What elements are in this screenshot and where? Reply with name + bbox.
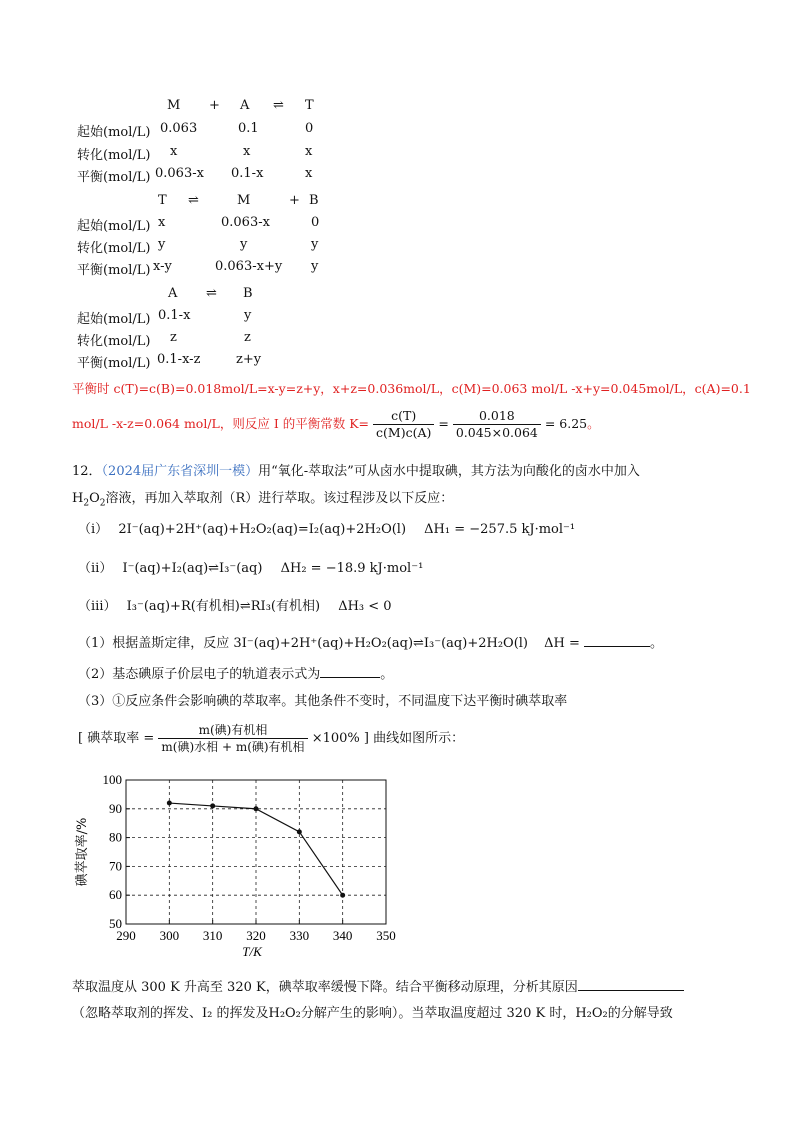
t1-r1-c3: 0 — [305, 121, 314, 136]
answer-end: 。 — [587, 416, 600, 431]
t1-r3-label: 平衡(mol/L) — [77, 170, 151, 185]
after-chart-line-2: （忽略萃取剂的挥发、I₂ 的挥发及H₂O₂分解产生的影响）。当萃取温度超过 320 K 时，H₂O₂的分解导致 — [72, 1006, 673, 1021]
part-2: （2）基态碘原子价层电子的轨道表示式为 。 — [78, 667, 394, 682]
reaction-3: （ⅲ） I₃⁻(aq)+R(有机相)⇌RI₃(有机相) ΔH₃ < 0 — [78, 599, 392, 614]
t1-r2-c3: x — [305, 144, 313, 159]
reaction-1: （ⅰ） 2I⁻(aq)+2H⁺(aq)+H₂O₂(aq)=I₂(aq)+2H₂O(l) ΔH₁ = −257.5 kJ·mol⁻¹ — [78, 522, 576, 537]
reaction-3-equation: I₃⁻(aq)+R(有机相)⇌RI₃(有机相) — [126, 599, 321, 614]
extraction-rate-formula: [ 碘萃取率 = $\frac{\text{m(碘)有机相}}{\text{m(碘)水相 + m(碘)有机相}}$ ×100% ] 曲线如图所示： — [78, 723, 465, 754]
reaction-2: （ⅱ） I⁻(aq)+I₂(aq)⇌I₃⁻(aq) ΔH₂ = −18.9 kJ·mol⁻¹ — [78, 561, 424, 576]
reason-blank[interactable] — [578, 978, 684, 991]
answer-frac-2: $\frac{0.018}{0.045\times 0.064}$ — [453, 408, 541, 441]
t2-r2-c3: y — [311, 237, 319, 252]
data-point — [254, 806, 259, 811]
part-3: （3）①反应条件会影响碘的萃取率。其他条件不变时，不同温度下达平衡时碘萃取率 — [78, 694, 568, 709]
after-chart-line-1: 萃取温度从 300 K 升高至 320 K，碘萃取率缓慢下降。结合平衡移动原理，分析其原因 — [72, 976, 684, 995]
t1-h-plus: + — [209, 98, 220, 113]
t2-r1-c1: x — [158, 215, 166, 230]
t3-h-A: A — [168, 286, 178, 301]
extraction-rate-chart — [70, 770, 400, 970]
part-1: （1）根据盖斯定律，反应 3I⁻(aq)+2H⁺(aq)+H₂O₂(aq)⇌I₃⁻(aq)+2H₂O(l) ΔH = 。 — [78, 636, 664, 651]
t1-r3-c2: 0.1-x — [231, 166, 264, 181]
t1-h-M: M — [167, 98, 181, 113]
x-tick-label: 350 — [376, 928, 396, 943]
reaction-2-equation: I⁻(aq)+I₂(aq)⇌I₃⁻(aq) — [122, 561, 263, 576]
q12-stem-1: 用“氧化-萃取法”可从卤水中提取碘，其方法为向酸化的卤水中加入 — [258, 464, 640, 479]
t1-r2-c1: x — [170, 144, 178, 159]
t3-r3-c1: 0.1-x-z — [157, 352, 201, 367]
t1-r3-c3: x — [305, 166, 313, 181]
t1-r2-c2: x — [243, 144, 251, 159]
h2o2-formula: $H_2O_2$ — [72, 491, 106, 509]
t3-r1-c2: y — [244, 308, 252, 323]
data-point — [340, 893, 345, 898]
t1-h-eq: ⇌ — [273, 98, 284, 113]
t3-h-B: B — [243, 286, 253, 301]
t2-r2-c2: y — [240, 237, 248, 252]
q12-number: 12． — [72, 464, 102, 479]
t1-h-T: T — [305, 98, 314, 113]
answer-frac-1: $\frac{c(T)}{c(M)c(A)}$ — [373, 408, 434, 441]
part-1-equation: 3I⁻(aq)+2H⁺(aq)+H₂O₂(aq)⇌I₃⁻(aq)+2H₂O(l) — [233, 636, 528, 651]
x-tick-label: 320 — [246, 928, 266, 943]
part-2-blank[interactable] — [320, 665, 380, 678]
x-axis-label: T/K — [242, 944, 262, 959]
answer-eq: = — [438, 416, 449, 431]
t2-h-eq: ⇌ — [188, 193, 199, 208]
t3-r2-c1: z — [170, 330, 177, 345]
y-tick-label: 80 — [109, 829, 122, 845]
t1-r1-label: 起始(mol/L) — [77, 125, 151, 140]
part-1-dh: ΔH = — [544, 636, 580, 651]
x-tick-label: 300 — [159, 928, 180, 943]
t2-r2-c1: y — [158, 237, 166, 252]
reaction-3-dh: ΔH₃ < 0 — [338, 599, 392, 614]
t2-r3-label: 平衡(mol/L) — [77, 263, 151, 278]
t1-h-A: A — [240, 98, 250, 113]
t2-h-B: B — [309, 193, 319, 208]
t2-r3-c2: 0.063-x+y — [215, 259, 283, 274]
y-tick-label: 100 — [102, 772, 122, 787]
x-tick-label: 330 — [289, 928, 310, 943]
t2-h-T: T — [158, 193, 167, 208]
y-tick-label: 70 — [109, 858, 122, 874]
answer-line-1: 平衡时 c(T)=c(B)=0.018mol/L=x-y=z+y，x+z=0.036mol/L，c(M)=0.063 mol/L -x+y=0.045mol/L，c(A)=0.1 — [72, 381, 751, 396]
answer-line-2-prefix: mol/L -x-z=0.064 mol/L，则反应 I 的平衡常数 K= — [72, 416, 370, 431]
y-tick-label: 60 — [109, 887, 122, 903]
answer-result: = 6.25 — [544, 416, 588, 431]
t3-r2-label: 转化(mol/L) — [77, 334, 151, 349]
t2-h-M: M — [237, 193, 251, 208]
t1-r1-c1: 0.063 — [160, 121, 198, 136]
t3-h-eq: ⇌ — [206, 286, 217, 301]
t3-r1-c1: 0.1-x — [158, 308, 191, 323]
t2-r1-label: 起始(mol/L) — [77, 219, 151, 234]
t2-r3-c1: x-y — [153, 259, 172, 274]
t3-r1-label: 起始(mol/L) — [77, 312, 151, 327]
reaction-1-dh: ΔH₁ = −257.5 kJ·mol⁻¹ — [424, 522, 576, 537]
data-point — [167, 801, 172, 806]
x-tick-label: 290 — [116, 928, 136, 943]
t2-r3-c3: y — [311, 259, 319, 274]
t2-r2-label: 转化(mol/L) — [77, 241, 151, 256]
t1-r1-c2: 0.1 — [238, 121, 259, 136]
t1-r3-c1: 0.063-x — [155, 166, 204, 181]
extraction-rate-fraction: $\frac{\text{m(碘)有机相}}{\text{m(碘)水相 + m(碘)有机相}}$ — [158, 722, 307, 755]
x-tick-label: 310 — [202, 928, 223, 943]
y-tick-label: 50 — [109, 916, 122, 931]
q12-stem-line-2 — [72, 487, 453, 509]
q12-stem-line-1 — [72, 460, 640, 479]
t3-r3-label: 平衡(mol/L) — [77, 356, 151, 371]
t2-h-plus: + — [289, 193, 300, 208]
y-tick-label: 90 — [109, 800, 122, 816]
t3-r2-c2: z — [244, 330, 251, 345]
t3-r3-c2: z+y — [236, 352, 262, 367]
data-point — [210, 803, 215, 808]
q12-stem-2: 溶液，再加入萃取剂（R）进行萃取。该过程涉及以下反应： — [105, 491, 454, 506]
x-tick-label: 340 — [332, 928, 353, 943]
q12-source: （2024届广东省深圳一模） — [101, 464, 259, 479]
t1-r2-label: 转化(mol/L) — [77, 148, 151, 163]
answer-line-2 — [72, 408, 600, 441]
t2-r1-c2: 0.063-x — [221, 215, 270, 230]
data-point — [297, 829, 302, 834]
reaction-1-equation: 2I⁻(aq)+2H⁺(aq)+H₂O₂(aq)=I₂(aq)+2H₂O(l) — [118, 522, 407, 537]
y-axis-label: 碘萃取率/% — [75, 817, 90, 887]
part-1-blank[interactable] — [584, 634, 650, 647]
reaction-2-dh: ΔH₂ = −18.9 kJ·mol⁻¹ — [280, 561, 424, 576]
t2-r1-c3: 0 — [311, 215, 320, 230]
